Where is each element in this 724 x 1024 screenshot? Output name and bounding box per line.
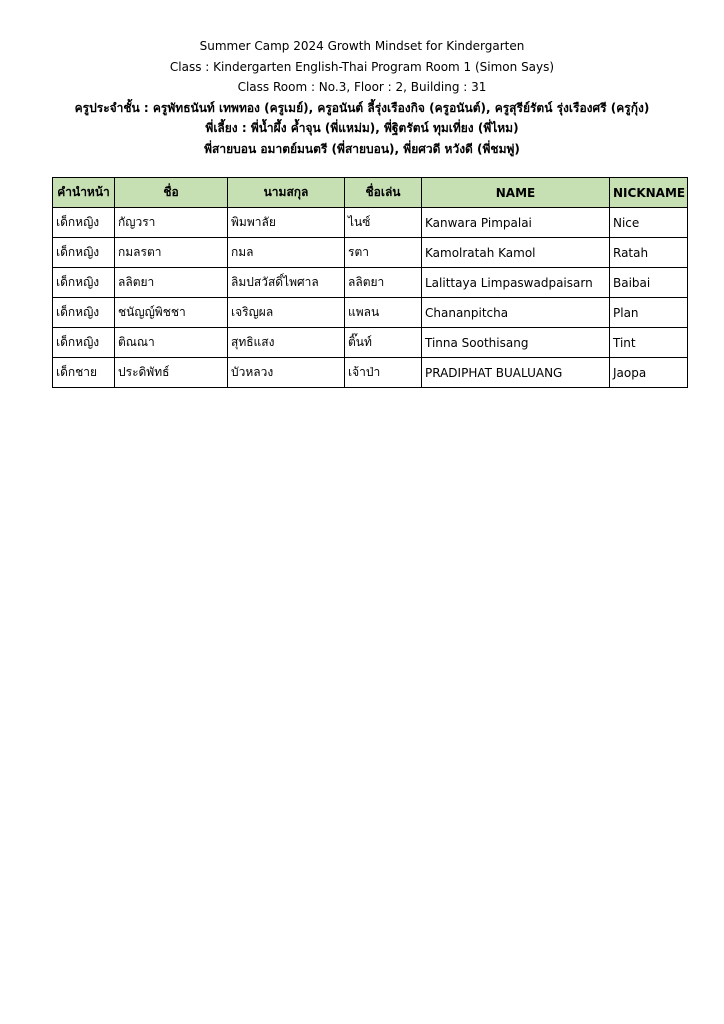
table-row: [53, 208, 688, 238]
teachers-line: ครูประจำชั้น : ครูพัทธนันท์ เทพทอง (ครูเมย์), ครูอนันต์ ลี้รุ่งเรืองกิจ (ครูอนันต์), ครูสุรีย์รัตน์ รุ่งเรืองศรี (ครูกุ้ง): [74, 100, 650, 115]
document-header: [0, 36, 724, 159]
table-row: [53, 328, 688, 358]
table-row: [53, 358, 688, 388]
camp-title: Summer Camp 2024 Growth Mindset for Kindergarten: [199, 39, 525, 53]
cell-prefix: เด็กหญิง: [53, 238, 115, 268]
column-header-first-name: ชื่อ: [115, 178, 228, 208]
cell-name: Kanwara Pimpalai: [422, 208, 610, 238]
cell-first-name: ประดิพัทธ์: [115, 358, 228, 388]
staff-line: พี่สายบอน อมาตย์มนตรี (พี่สายบอน), พี่ยศวดี หวังดี (พี่ชมพู่): [204, 141, 520, 156]
caretakers-line: พี่เลี้ยง : พี่น้ำผึ้ง ค้ำจุน (พี่แหม่ม), พี่ฐิตรัตน์ ทุมเที่ยง (พี่ไหม): [205, 121, 519, 135]
cell-prefix: เด็กหญิง: [53, 208, 115, 238]
column-header-name: NAME: [422, 178, 610, 208]
cell-name: Kamolratah Kamol: [422, 238, 610, 268]
cell-last-name: กมล: [228, 238, 345, 268]
room-line: Class Room : No.3, Floor : 2, Building : 31: [237, 80, 487, 94]
cell-name: Tinna Soothisang: [422, 328, 610, 358]
cell-nickname: Plan: [610, 298, 688, 328]
cell-first-name: ชนัญญ์พิชชา: [115, 298, 228, 328]
cell-nickname-thai: รตา: [345, 238, 422, 268]
cell-first-name: กมลรตา: [115, 238, 228, 268]
column-header-nickname: NICKNAME: [610, 178, 688, 208]
cell-nickname: Baibai: [610, 268, 688, 298]
cell-prefix: เด็กหญิง: [53, 268, 115, 298]
table-row: [53, 298, 688, 328]
cell-nickname: Ratah: [610, 238, 688, 268]
column-header-nickname-thai: ชื่อเล่น: [345, 178, 422, 208]
cell-last-name: เจริญผล: [228, 298, 345, 328]
cell-nickname-thai: ลลิตยา: [345, 268, 422, 298]
table-row: [53, 268, 688, 298]
cell-nickname: Tint: [610, 328, 688, 358]
cell-first-name: ติณณา: [115, 328, 228, 358]
table-row: [53, 238, 688, 268]
cell-nickname-thai: ติ๊นท์: [345, 328, 422, 358]
cell-prefix: เด็กหญิง: [53, 298, 115, 328]
cell-name: PRADIPHAT BUALUANG: [422, 358, 610, 388]
cell-nickname: Nice: [610, 208, 688, 238]
column-header-prefix: คำนำหน้า: [53, 178, 115, 208]
cell-last-name: สุทธิแสง: [228, 328, 345, 358]
cell-nickname-thai: เจ้าป่า: [345, 358, 422, 388]
student-roster-table: [52, 177, 688, 388]
cell-last-name: พิมพาลัย: [228, 208, 345, 238]
cell-name: Lalittaya Limpaswadpaisarn: [422, 268, 610, 298]
cell-last-name: ลิมปสวัสดิ์ไพศาล: [228, 268, 345, 298]
cell-nickname-thai: ไนซ์: [345, 208, 422, 238]
table-header-row: [53, 178, 688, 208]
column-header-last-name: นามสกุล: [228, 178, 345, 208]
cell-prefix: เด็กหญิง: [53, 328, 115, 358]
cell-nickname: Jaopa: [610, 358, 688, 388]
cell-nickname-thai: แพลน: [345, 298, 422, 328]
cell-first-name: กัญวรา: [115, 208, 228, 238]
cell-first-name: ลลิตยา: [115, 268, 228, 298]
cell-last-name: บัวหลวง: [228, 358, 345, 388]
cell-name: Chananpitcha: [422, 298, 610, 328]
class-line: Class : Kindergarten English-Thai Program Room 1 (Simon Says): [169, 59, 555, 74]
cell-prefix: เด็กชาย: [53, 358, 115, 388]
